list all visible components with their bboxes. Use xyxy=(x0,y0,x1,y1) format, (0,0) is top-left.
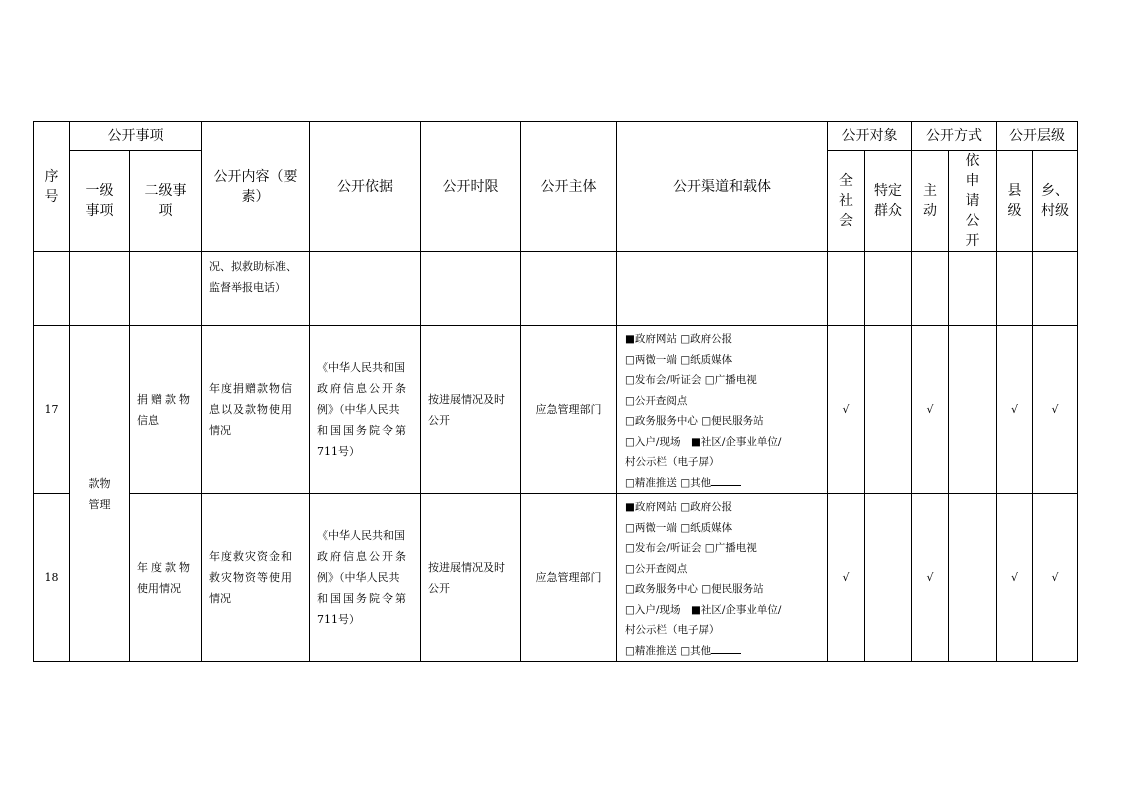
row-seq: 17 xyxy=(34,326,70,494)
continued-row xyxy=(34,252,1078,326)
other-blank-line xyxy=(711,642,741,654)
row-deadline-line: 按进展情况及时 xyxy=(428,560,505,574)
row-method-active: √ xyxy=(912,494,949,662)
header-row-1 xyxy=(34,122,1078,151)
row-subject: 应急管理部门 xyxy=(521,494,617,662)
row-method-request xyxy=(949,326,997,494)
row-basis-line: 《中华人民共和国 xyxy=(317,361,405,374)
row-level2-line: 信息 xyxy=(137,413,159,427)
continued-method-request xyxy=(949,252,997,326)
channel-line: □政务服务中心 □便民服务站 xyxy=(625,415,764,427)
row-level-county: √ xyxy=(997,326,1033,494)
disclosure-table xyxy=(33,121,1078,662)
row-level2-line: 捐赠款物 xyxy=(137,392,193,406)
channel-line-last xyxy=(625,473,819,494)
row-basis-line: 政府信息公开条 xyxy=(317,550,408,563)
row-content-line: 息以及款物使用 xyxy=(209,403,293,416)
row-deadline-line: 公开 xyxy=(428,413,450,427)
row-level-town: √ xyxy=(1033,326,1078,494)
table-row xyxy=(34,494,1078,662)
channel-line: □发布会/听证会 □广播电视 xyxy=(625,542,757,554)
channel-line: □政务服务中心 □便民服务站 xyxy=(625,583,764,595)
row-basis xyxy=(310,326,421,494)
channel-line: □入户/现场 ■社区/企事业单位/ xyxy=(625,603,782,616)
header-level-group: 公开层级 xyxy=(997,122,1078,151)
row-subject: 应急管理部门 xyxy=(521,326,617,494)
row-target-specific xyxy=(865,326,912,494)
header-deadline: 公开时限 xyxy=(421,122,521,252)
header-basis: 公开依据 xyxy=(310,122,421,252)
channel-line: 村公示栏（电子屏） xyxy=(625,624,720,636)
row-content-line: 情况 xyxy=(209,592,231,605)
channel-line: ■政府网站 □政府公报 xyxy=(625,501,733,513)
header-seq: 序号 xyxy=(34,122,70,252)
header-level2: 二级事项 xyxy=(130,151,202,252)
row-basis-line: 和国国务院令第 xyxy=(317,424,408,437)
channel-line: □两微一端 □纸质媒体 xyxy=(625,521,733,534)
row-target-all: √ xyxy=(828,326,865,494)
row-method-active: √ xyxy=(912,326,949,494)
channel-line: ■政府网站 □政府公报 xyxy=(625,333,733,345)
header-channels: 公开渠道和载体 xyxy=(617,122,828,252)
row-level2-line: 使用情况 xyxy=(137,581,181,595)
continued-channels xyxy=(617,252,828,326)
channel-line: □入户/现场 ■社区/企事业单位/ xyxy=(625,435,782,448)
header-level-town: 乡、村级 xyxy=(1033,151,1078,252)
header-method-request: 依申请公开 xyxy=(949,151,997,252)
row-content-line: 年度救灾资金和 xyxy=(209,550,293,563)
table-row xyxy=(34,326,1078,494)
row-deadline xyxy=(421,494,521,662)
continued-content-line: 监督举报电话） xyxy=(209,281,286,294)
channel-line: □精准推送 □其他 xyxy=(625,644,712,657)
header-method-active: 主动 xyxy=(912,151,949,252)
row-level-town: √ xyxy=(1033,494,1078,662)
continued-method-active xyxy=(912,252,949,326)
other-blank-line xyxy=(711,474,741,486)
channel-line: □公开查阅点 xyxy=(625,562,688,575)
row-basis-line: 711号） xyxy=(317,445,360,458)
row-basis-line: 711号） xyxy=(317,613,360,626)
channel-line: 村公示栏（电子屏） xyxy=(625,456,720,468)
header-level-county: 县级 xyxy=(997,151,1033,252)
channel-line: □公开查阅点 xyxy=(625,394,688,407)
continued-seq xyxy=(34,252,70,326)
row-basis-line: 例》（中华人民共 xyxy=(317,571,400,584)
row-level2 xyxy=(130,326,202,494)
row-basis xyxy=(310,494,421,662)
row-basis-line: 政府信息公开条 xyxy=(317,382,408,395)
row-deadline xyxy=(421,326,521,494)
header-method-group: 公开方式 xyxy=(912,122,997,151)
continued-target-all xyxy=(828,252,865,326)
header-content: 公开内容（要素） xyxy=(202,122,310,252)
header-level1: 一级事项 xyxy=(70,151,130,252)
continued-content-line: 况、拟救助标准、 xyxy=(209,260,297,273)
row-basis-line: 和国国务院令第 xyxy=(317,592,408,605)
row-target-specific xyxy=(865,494,912,662)
continued-level2 xyxy=(130,252,202,326)
header-items-group: 公开事项 xyxy=(70,122,202,151)
row-level2-line: 年度款物 xyxy=(137,560,193,574)
continued-basis xyxy=(310,252,421,326)
channel-line: □两微一端 □纸质媒体 xyxy=(625,353,733,366)
continued-target-specific xyxy=(865,252,912,326)
continued-level-town xyxy=(1033,252,1078,326)
row-deadline-line: 按进展情况及时 xyxy=(428,392,505,406)
group-level1-line: 款物 xyxy=(88,476,111,490)
group-level1 xyxy=(70,326,130,662)
row-basis-line: 《中华人民共和国 xyxy=(317,529,405,542)
continued-deadline xyxy=(421,252,521,326)
row-content xyxy=(202,494,310,662)
row-target-all: √ xyxy=(828,494,865,662)
row-level-county: √ xyxy=(997,494,1033,662)
channel-line: □精准推送 □其他 xyxy=(625,476,712,489)
row-channels xyxy=(617,326,828,494)
group-level1-line: 管理 xyxy=(88,497,111,511)
row-content-line: 救灾物资等使用 xyxy=(209,571,293,584)
continued-level-county xyxy=(997,252,1033,326)
header-target-specific: 特定群众 xyxy=(865,151,912,252)
row-level2 xyxy=(130,494,202,662)
continued-content xyxy=(202,252,310,326)
channel-line: □发布会/听证会 □广播电视 xyxy=(625,374,757,386)
header-target-group: 公开对象 xyxy=(828,122,912,151)
row-content xyxy=(202,326,310,494)
header-target-all: 全社会 xyxy=(828,151,865,252)
row-deadline-line: 公开 xyxy=(428,581,450,595)
row-content-line: 情况 xyxy=(209,424,231,437)
row-seq: 18 xyxy=(34,494,70,662)
continued-subject xyxy=(521,252,617,326)
row-content-line: 年度捐赠款物信 xyxy=(209,382,293,395)
row-channels xyxy=(617,494,828,662)
row-basis-line: 例》（中华人民共 xyxy=(317,403,400,416)
channel-line-last xyxy=(625,641,819,662)
header-subject: 公开主体 xyxy=(521,122,617,252)
continued-level1 xyxy=(70,252,130,326)
row-method-request xyxy=(949,494,997,662)
